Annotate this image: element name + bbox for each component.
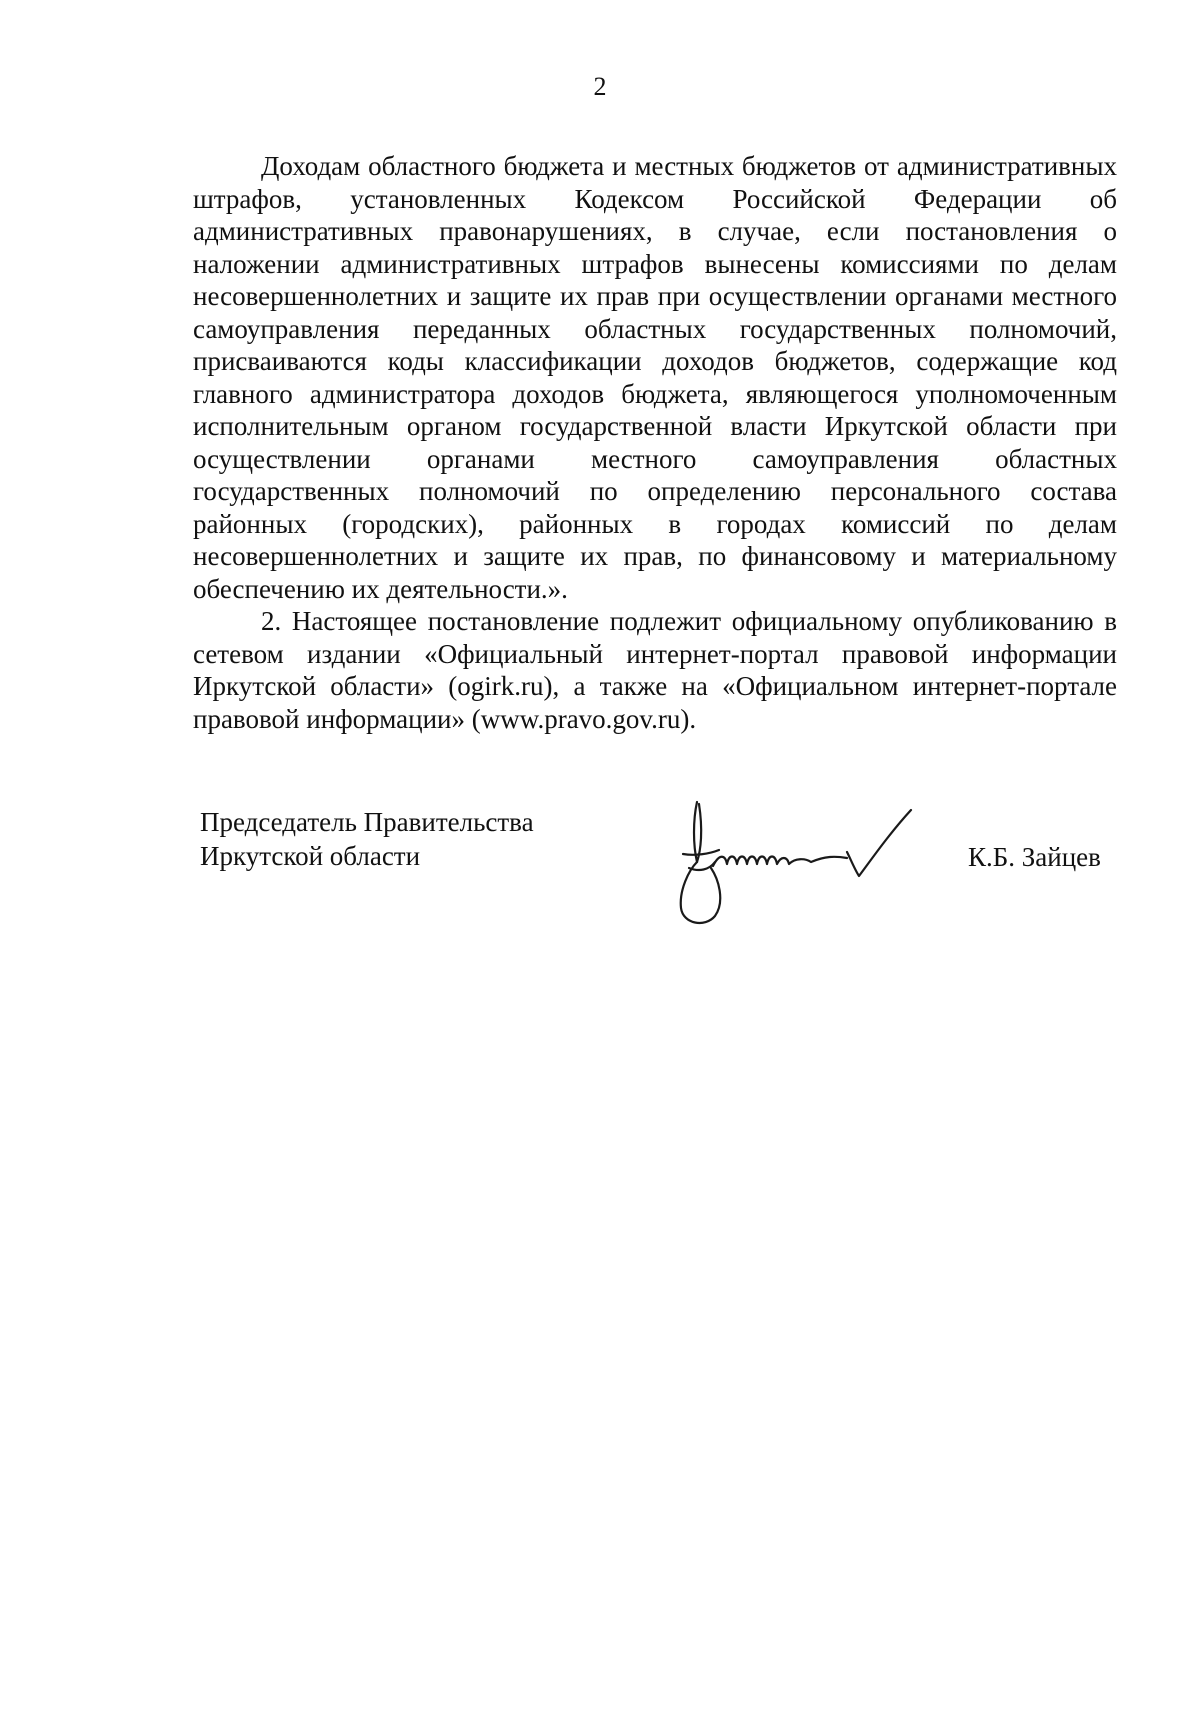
signer-title-line-2: Иркутской области [200,841,421,871]
signer-title-line-1: Председатель Правительства [200,807,534,837]
document-body [193,150,1117,735]
signer-title [200,805,534,873]
handwritten-signature [675,790,955,930]
paragraph-publication: 2. Настоящее постановление подлежит официальному опубликованию в сетевом издании «Официальный интернет-портал правовой информации Иркутской области» (ogirk.ru), а также на «Официальном интернет-портале правовой информации» (www.pravo.gov.ru). [193,606,1117,734]
paragraph-income-classification: Доходам областного бюджета и местных бюджетов от административных штрафов, установленных Кодексом Российской Федерации об административных правонарушениях, в случае, если постановления о наложении административных штрафов вынесены комиссиями по делам несовершеннолетних и защите их прав при осуществлении органами местного самоуправления переданных областных государственных полномочий, присваиваются коды классификации доходов бюджетов, содержащие код главного администратора доходов бюджета, являющегося уполномоченным исполнительным органом государственной власти Иркутской области при осуществлении органами местного самоуправления областных государственных полномочий по определению персонального состава районных (городских), районных в городах комиссий по делам несовершеннолетних и защите их прав, по финансовому и материальному обеспечению их деятельности.». [193,151,1117,604]
page-number: 2 [593,72,607,101]
signer-name: К.Б. Зайцев [968,842,1101,872]
